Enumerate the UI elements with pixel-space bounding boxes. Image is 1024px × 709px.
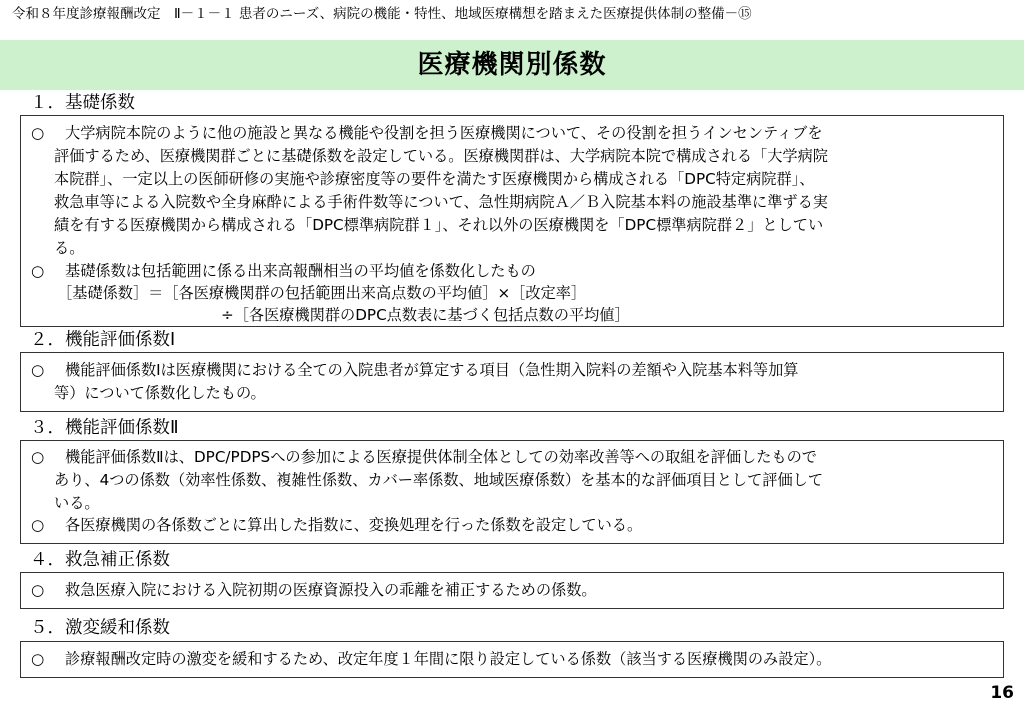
page-number: 16: [990, 683, 1014, 703]
text-line: 大学病院本院のように他の施設と異なる機能や役割を担う医療機関について、その役割を担うインセンティブを: [65, 124, 823, 142]
text-line: 救急医療入院における入院初期の医療資源投入の乖離を補正するための係数。: [65, 581, 597, 599]
text-line: 救急車等による入院数や全身麻酔による手術件数等について、急性期病院Ａ／Ｂ入院基本料の施設基準に準ずる実: [54, 193, 828, 211]
section-box-function2: [20, 440, 1004, 544]
section-heading-function2: ３．機能評価係数Ⅱ: [30, 418, 179, 438]
section-heading-mitigation: ５．激変緩和係数: [30, 618, 170, 638]
text-line: 本院群」、一定以上の医師研修の実施や診療密度等の要件を満たす医療機関から構成される「DPC特定病院群」、: [54, 170, 815, 188]
formula-line: ÷［各医療機関群のDPC点数表に基づく包括点数の平均値］: [221, 306, 630, 324]
bullet-icon: ○: [31, 361, 45, 379]
page-title: 医療機関別係数: [417, 50, 607, 80]
section-heading-basic: １．基礎係数: [30, 93, 135, 113]
text-line: 基礎係数は包括範囲に係る出来高報酬相当の平均値を係数化したもの: [65, 262, 536, 280]
text-line: 診療報酬改定時の激変を緩和するため、改定年度１年間に限り設定している係数（該当する医療機関のみ設定）。: [65, 650, 832, 668]
text-line: 評価するため、医療機関群ごとに基礎係数を設定している。医療機関群は、大学病院本院で構成される「大学病院: [54, 147, 828, 165]
section-heading-function1: ２．機能評価係数Ⅰ: [30, 330, 176, 350]
text-line: あり、4つの係数（効率性係数、複雑性係数、カバー率係数、地域医療係数）を基本的な評価項目として評価して: [54, 471, 824, 489]
section-box-function1: [20, 352, 1004, 412]
text-line: 績を有する医療機関から構成される「DPC標準病院群１」、それ以外の医療機関を「DPC標準病院群２」としてい: [54, 216, 824, 234]
text-line: る。: [54, 239, 85, 257]
bullet-icon: ○: [31, 516, 45, 534]
text-line: 機能評価係数Ⅱは、DPC/PDPSへの参加による医療提供体制全体としての効率改善等への取組を評価したもので: [65, 448, 817, 466]
bullet-icon: ○: [31, 650, 45, 668]
text-line: いる。: [54, 494, 100, 512]
section-box-mitigation: [20, 641, 1004, 678]
header-breadcrumb: 令和８年度診療報酬改定 Ⅱ－１－１ 患者のニーズ、病院の機能・特性、地域医療構想を踏まえた医療提供体制の整備－⑮: [12, 6, 752, 22]
bullet-icon: ○: [31, 581, 45, 599]
text-line: 等）について係数化したもの。: [54, 384, 266, 402]
formula-line: ［基礎係数］＝［各医療機関群の包括範囲出来高点数の平均値］×［改定率］: [57, 284, 587, 302]
section-box-basic: [20, 115, 1004, 327]
bullet-icon: ○: [31, 262, 45, 280]
text-line: 機能評価係数Ⅰは医療機関における全ての入院患者が算定する項目（急性期入院料の差額や入院基本料等加算: [65, 361, 799, 379]
bullet-icon: ○: [31, 124, 45, 142]
section-box-emergency: [20, 572, 1004, 609]
bullet-icon: ○: [31, 448, 45, 466]
section-heading-emergency: ４．救急補正係数: [30, 550, 170, 570]
text-line: 各医療機関の各係数ごとに算出した指数に、変換処理を行った係数を設定している。: [65, 516, 643, 534]
